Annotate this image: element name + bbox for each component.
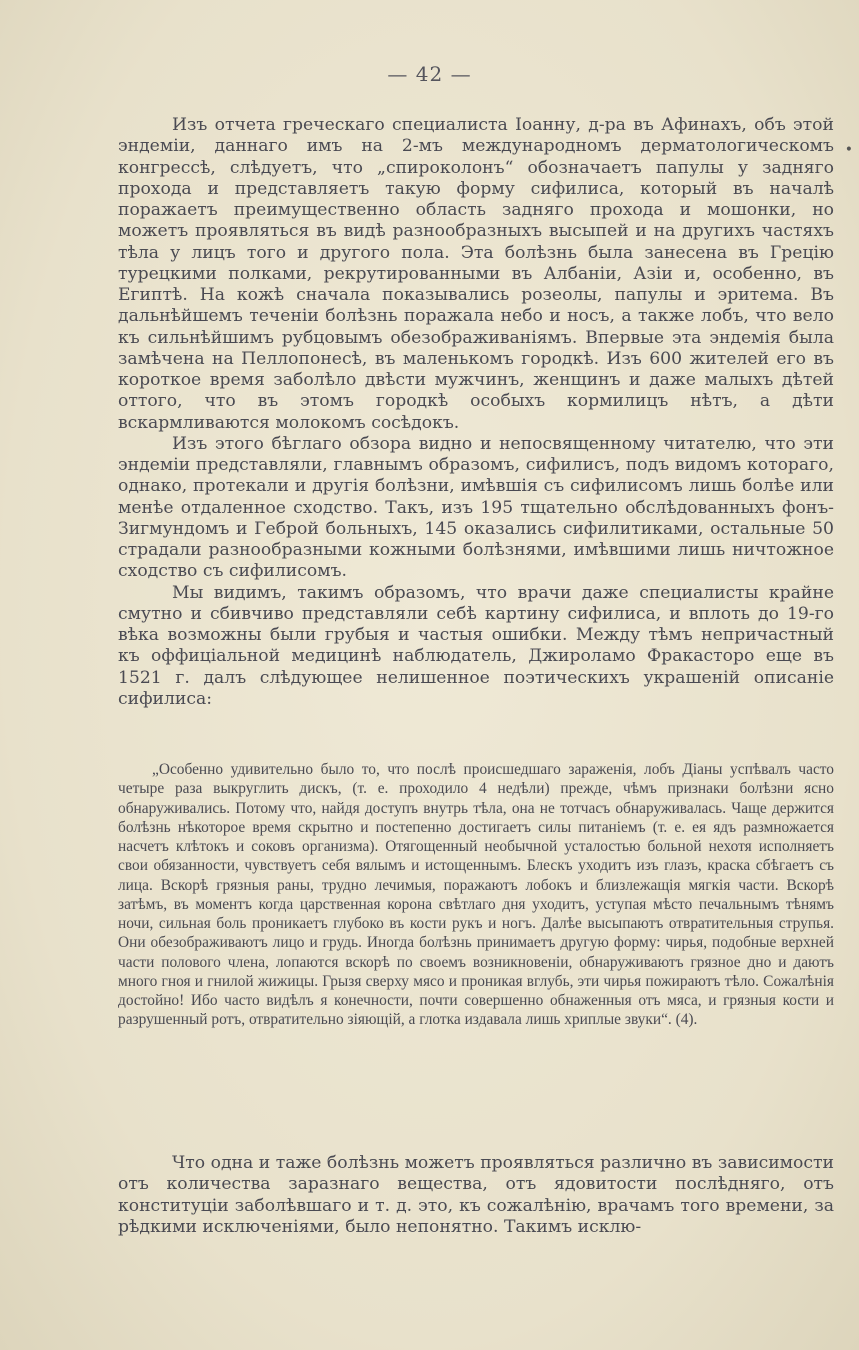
- paragraph-1: Изъ отчета греческаго специалиста Іоанну, д-ра въ Афинахъ, объ этой эндеміи, даннаго имъ на 2-мъ международномъ дерматологическомъ конгрессѣ, слѣдуетъ, что „спироколонъ“ обозначаетъ папулы у задняго прохода и представляетъ такую форму сифилиса, который въ началѣ поражаетъ преимущественно область задняго прохода и мошонки, но можетъ проявляться въ видѣ разнообразныхъ высыпей и на другихъ частяхъ тѣла у лицъ того и другого пола. Эта болѣзнь была занесена въ Грецію турецкими полками, рекрутированными въ Албаніи, Азіи и, особенно, въ Египтѣ. На кожѣ сначала показывались розеолы, папулы и эритема. Въ дальнѣйшемъ теченіи болѣзнь поражала небо и носъ, а также лобъ, что вело къ сильнѣйшимъ рубцовымъ обезображиваніямъ. Впервые эта эндемія была замѣчена на Пеллопонесѣ, въ маленькомъ городкѣ. Изъ 600 жителей его въ короткое время заболѣло двѣсти мужчинъ, женщинъ и даже малыхъ дѣтей оттого, что въ этомъ городкѣ особыхъ кормилицъ нѣтъ, а дѣти вскармливаются молокомъ сосѣдокъ.: [118, 115, 834, 433]
- page-number: — 42 —: [387, 62, 472, 86]
- main-text-bottom: [118, 1153, 834, 1238]
- quote-paragraph: „Особенно удивительно было то, что послѣ происшедшаго зараженія, лобъ Діаны успѣвалъ часто четыре раза выкруглить дискъ, (т. е. проходило 4 недѣли) прежде, чѣмъ признаки болѣзни ясно обнаруживались. Потому что, найдя доступъ внутрь тѣла, она не тотчасъ обнаруживалась. Чаще держится болѣзнь нѣкоторое время скрытно и постепенно достигаетъ силы питаніемъ (т. е. ея ядъ размножается насчетъ клѣтокъ и соковъ организма). Отягощенный необычной усталостью больной нехотя исполняетъ свои обязанности, чувствуетъ себя вялымъ и истощеннымъ. Блескъ уходитъ изъ глазъ, краска сбѣгаетъ съ лица. Вскорѣ грязныя раны, трудно лечимыя, поражаютъ лобокъ и близлежащія мягкія части. Вскорѣ затѣмъ, въ моментъ когда царственная корона свѣтлаго дня уходитъ, уступая мѣсто печальнымъ тѣнямъ ночи, сильная боль проникаетъ глубоко въ кости рукъ и ногъ. Далѣе высыпаютъ отвратительныя струпья. Они обезображиваютъ лицо и грудь. Иногда болѣзнь принимаетъ другую форму: чирья, подобные верхней части полового члена, лопаются вскорѣ по своемъ возникновеніи, обнаруживаютъ грязное дно и даютъ много гноя и гнилой жижицы. Грызя сверху мясо и проникая вглубь, эти чирья пожираютъ тѣло. Сожалѣнія достойно! Ибо часто видѣлъ я конечности, почти совершенно обнаженныя отъ мяса, и грязныя кости и разрушенный ротъ, отвратительно зіяющій, а глотка издавала лишь хриплые звуки“. (4).: [118, 761, 834, 1029]
- main-text-top: [118, 115, 834, 710]
- margin-mark: •: [844, 142, 853, 158]
- fracastoro-quote: [118, 760, 834, 1030]
- paragraph-3: Мы видимъ, такимъ образомъ, что врачи даже специалисты крайне смутно и сбивчиво представляли себѣ картину сифилиса, и вплоть до 19-го вѣка возможны были грубыя и частыя ошибки. Между тѣмъ непричастный къ оффиціальной медицинѣ наблюдатель, Джироламо Фракасторо еще въ 1521 г. далъ слѣдующее нелишенное поэтическихъ украшеній описаніе сифилиса:: [118, 582, 834, 709]
- paragraph-2: Изъ этого бѣглаго обзора видно и непосвященному читателю, что эти эндеміи представляли, главнымъ образомъ, сифилисъ, подъ видомъ котораго, однако, протекали и другія болѣзни, имѣвшія съ сифилисомъ лишь болѣе или менѣе отдаленное сходство. Такъ, изъ 195 тщательно обслѣдованныхъ фонъ-Зигмундомъ и Геброй больныхъ, 145 оказались сифилитиками, остальные 50 страдали разнообразными кожными болѣзнями, имѣвшими лишь ничтожное сходство съ сифилисомъ.: [118, 433, 834, 582]
- closing-paragraph: Что одна и таже болѣзнь можетъ проявляться различно въ зависимости отъ количества заразнаго вещества, отъ ядовитости послѣдняго, отъ конституціи заболѣвшаго и т. д. это, къ сожалѣнію, врачамъ того времени, за рѣдкими исключеніями, было непонятно. Такимъ исклю-: [118, 1153, 834, 1237]
